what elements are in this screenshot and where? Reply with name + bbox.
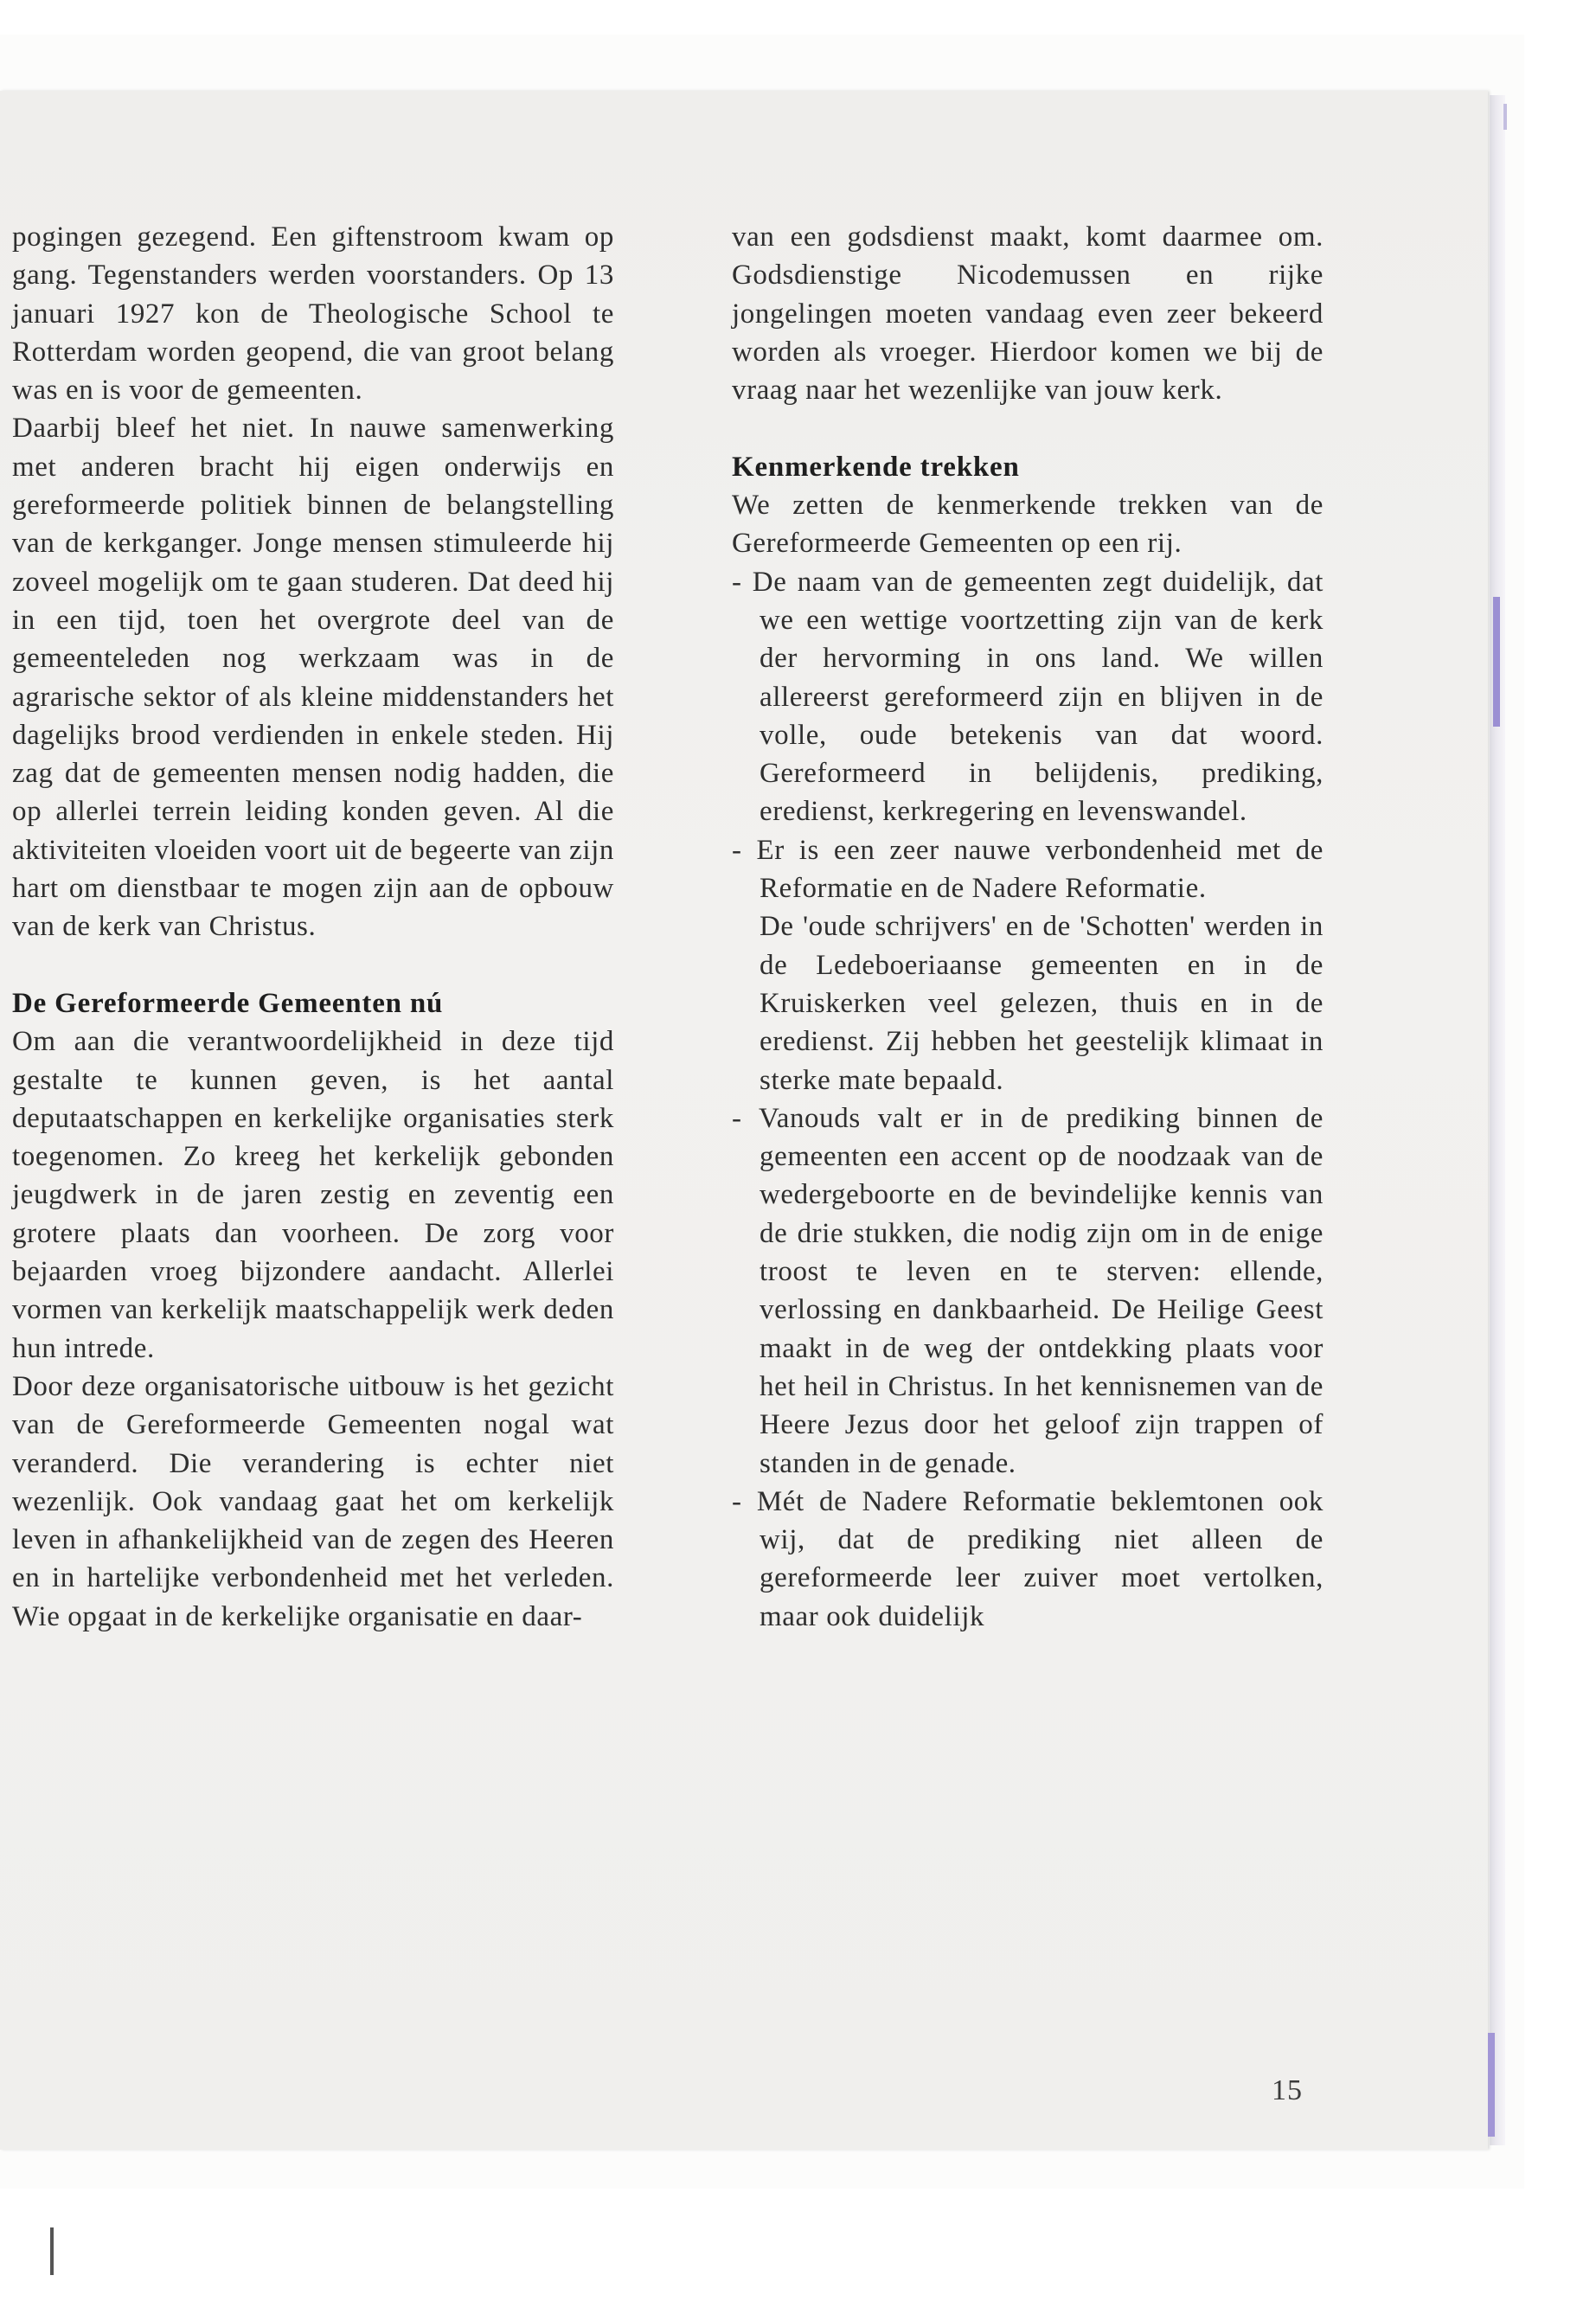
indented-paragraph: De 'oude schrijvers' en de 'Schotten' werden in de Ledeboeriaanse gemeenten en in de Kruiskerken veel gelezen, thuis en in de eredienst. Zij hebben het geestelijk klimaat in sterke mate bepaald. [760, 911, 1324, 1096]
right-column [732, 218, 1324, 1636]
paragraph: We zetten de kenmerkende trekken van de Gereformeerde Gemeenten op een rij. [732, 490, 1324, 560]
paragraph: van een godsdienst maakt, komt daarmee om. Godsdienstige Nicodemussen en rijke jongelingen moeten vandaag even zeer bekeerd worden als vroeger. Hierdoor komen we bij de vraag naar het wezenlijke van jouw kerk. [732, 221, 1324, 407]
paragraph: Door deze organisatorische uitbouw is het gezicht van de Gereformeerde Gemeenten nogal wat veranderd. Die verandering is echter niet wezenlijk. Ook vandaag gaat het om kerkelijk leven in afhankelijkheid van de zegen des Heeren en in hartelijke verbondenheid met het verleden. Wie opgaat in de kerkelijke organisatie en daar- [12, 1370, 614, 1632]
spacer [12, 946, 614, 984]
page-number: 15 [1272, 2074, 1303, 2106]
page-tab-marker [1488, 2033, 1495, 2137]
page-tab-marker [1503, 104, 1507, 130]
paragraph: Om aan die verantwoordelijkheid in deze tijd gestalte te kunnen geven, is het aantal deputaatschappen en kerkelijke organisaties sterk toegenomen. Zo kreeg het kerkelijk gebonden jeugdwerk in de jaren zestig en zeventig een grotere plaats dan voorheen. De zorg voor bejaarden vroeg bijzondere aandacht. Allerlei vormen van kerkelijk maatschappelijk werk deden hun intrede. [12, 1026, 614, 1364]
paragraph: pogingen gezegend. Een giftenstroom kwam op gang. Tegenstanders werden voorstanders. Op 13 januari 1927 kon de Theologische School te Rotterdam worden geopend, die van groot belang was en is voor de gemeenten. [12, 221, 614, 407]
page-tab-marker [1493, 597, 1500, 727]
bullet-item: - Mét de Nadere Reformatie beklemtonen ook wij, dat de prediking niet alleen de gereformeerde leer zuiver moet vertolken, maar ook duidelijk [732, 1485, 1324, 1632]
spacer [732, 409, 1324, 447]
left-column [12, 218, 614, 1636]
scan-mark [50, 2227, 54, 2275]
bullet-item: - Er is een zeer nauwe verbondenheid met de Reformatie en de Nadere Reformatie. [732, 834, 1324, 905]
bullet-item: - De naam van de gemeenten zegt duidelijk, dat we een wettige voortzetting zijn van de kerk der hervorming in ons land. We willen allereerst gereformeerd zijn en blijven in de volle, oude betekenis van dat woord. Gereformeerd in belijdenis, prediking, eredienst, kerkregering en levenswandel. [732, 566, 1324, 828]
section-heading: De Gereformeerde Gemeenten nú [12, 987, 444, 1019]
paragraph: Daarbij bleef het niet. In nauwe samenwerking met anderen bracht hij eigen onderwijs en gereformeerde politiek binnen de belangstelling van de kerkganger. Jonge mensen stimuleerde hij zoveel mogelijk om te gaan studeren. Dat deed hij in een tijd, toen het overgrote deel van de gemeenteleden nog werkzaam was in de agrarische sektor of als kleine middenstanders het dagelijks brood verdienden in enkele steden. Hij zag dat de gemeenten mensen nodig hadden, die op allerlei terrein leiding konden geven. Al die aktiviteiten vloeiden voort uit de begeerte van zijn hart om dienstbaar te mogen zijn aan de opbouw van de kerk van Christus. [12, 413, 614, 943]
section-heading: Kenmerkende trekken [732, 451, 1020, 483]
page-edge [1490, 95, 1505, 2145]
bullet-item: - Vanouds valt er in de prediking binnen de gemeenten een accent op de noodzaak van de wedergeboorte en de bevindelijke kennis van de drie stukken, die nodig zijn om in de enige troost te leven en te sterven: ellende, verlossing en dankbaarheid. De Heilige Geest maakt in de weg der ontdekking plaats voor het heil in Christus. In het kennisnemen van de Heere Jezus door het geloof zijn trappen of standen in de genade. [732, 1102, 1324, 1479]
